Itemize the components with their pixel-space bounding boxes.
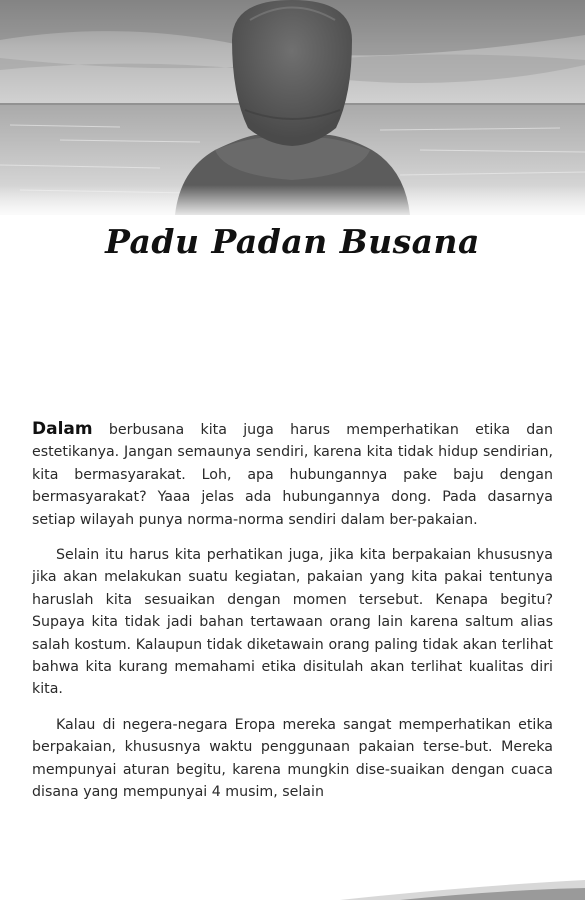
paragraph-2: Selain itu harus kita perhatikan juga, jika kita berpakaian khususnya jika akan melakukan suatu kegiatan, pakaian yang kita pakai tentunya haruslah kita sesuaikan dengan momen tersebut. Kenapa begitu? Supaya kita tidak jadi bahan tertawaan orang lain karena saltum alias salah kostum. Kalaupun tidak diketawain orang paling tidak akan terlihat bahwa kita kurang memahami etika disitulah akan terlihat kualitas diri kita. — [32, 547, 553, 698]
paragraph-3: Kalau di negera-negara Eropa mereka sangat memperhatikan etika berpakaian, khususnya waktu penggunaan pakaian terse-but. Mereka mempunyai aturan begitu, karena mungkin dise-suaikan dengan cuaca disana yang mempunyai 4 musim, selain — [32, 716, 553, 801]
chapter-title: Padu Padan Busana — [105, 222, 480, 261]
woman-hijab-seaside-photo-icon — [0, 0, 585, 215]
paragraph-1 — [32, 418, 553, 531]
lead-word: Dalam — [32, 419, 93, 439]
header-photo — [0, 0, 585, 215]
paragraph-text: berbusana kita juga harus memperhatikan etika dan estetikanya. Jangan semaunya sendiri, karena kita tidak hidup sendirian, kita bermasyarakat. Loh, apa hubungannya pake baju dengan bermasyarakat? Yaaa jelas ada hubungannya dong. Pada dasarnya setiap wilayah punya norma-norma sendiri dalam ber-pakaian. — [32, 422, 553, 528]
page-curl-decoration — [0, 878, 585, 900]
body-text — [32, 418, 553, 817]
